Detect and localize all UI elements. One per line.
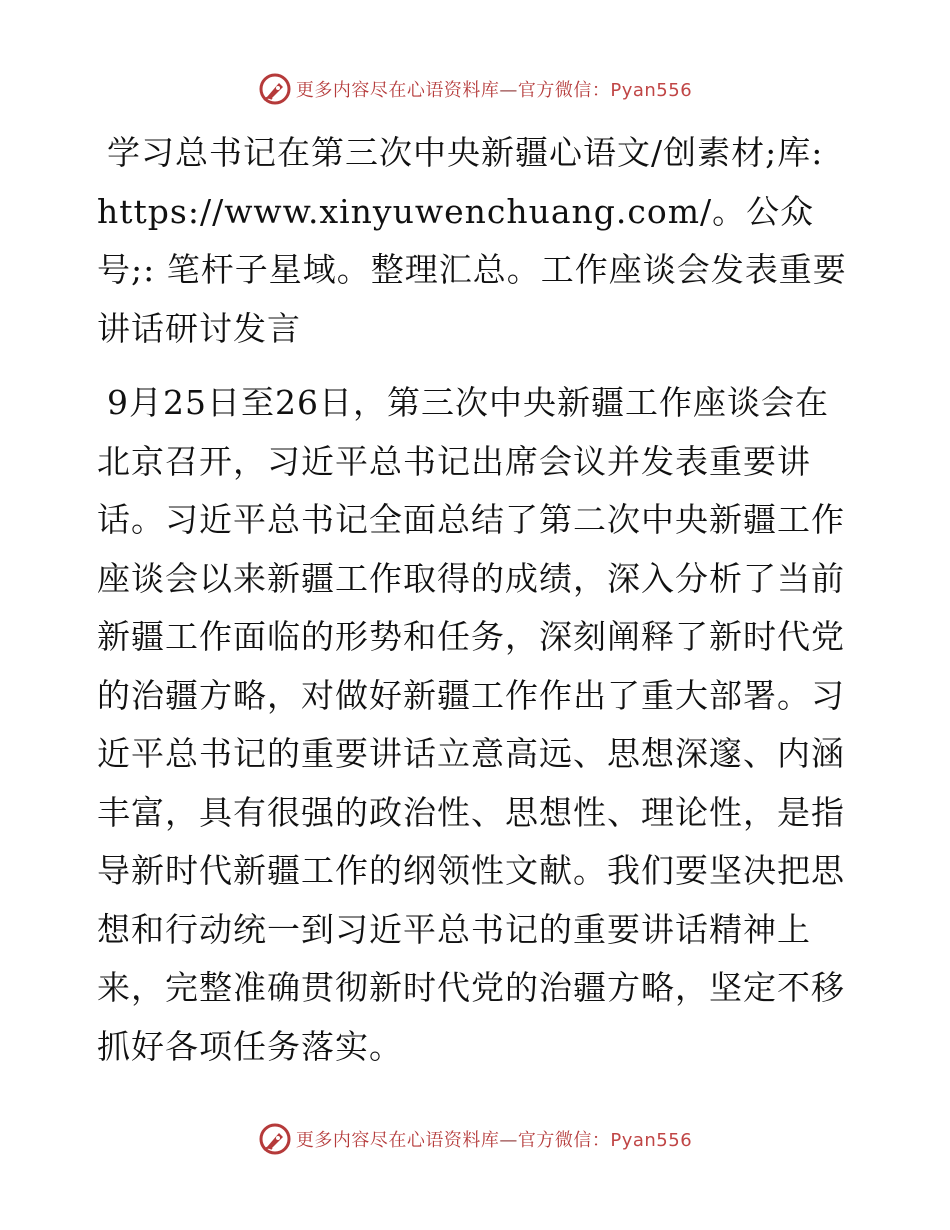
banner-promo: 更多内容尽在心语资料库 — [295, 1130, 500, 1151]
pen-nib-logo-icon — [258, 1122, 292, 1156]
banner-wechat-id: Pyan556 — [610, 1130, 693, 1151]
banner-official: 官方微信： — [517, 1130, 611, 1151]
banner-text — [296, 1126, 692, 1152]
footer-banner — [0, 1122, 950, 1156]
document-paragraph: 9月25日至26日，第三次中央新疆工作座谈会在北京召开，习近平总书记出席会议并发表重要讲话。习近平总书记全面总结了第二次中央新疆工作座谈会以来新疆工作取得的成绩，深入分析了当前新疆工作面临的形势和任务，深刻阐释了新时代党的治疆方略，对做好新疆工作作出了重大部署。习近平总书记的重要讲话立意高远、思想深邃、内涵丰富，具有很强的政治性、思想性、理论性，是指导新时代新疆工作的纲领性文献。我们要坚决把思想和行动统一到习近平总书记的重要讲话精神上来，完整准确贯彻新时代党的治疆方略，坚定不移抓好各项任务落实。 — [97, 383, 845, 1066]
banner-promo: 更多内容尽在心语资料库 — [295, 80, 500, 101]
banner-separator: — — [499, 80, 518, 101]
banner-separator: — — [499, 1130, 518, 1151]
document-body — [97, 124, 857, 1076]
banner-wechat-id: Pyan556 — [610, 80, 693, 101]
banner-official: 官方微信： — [517, 80, 611, 101]
banner-text — [296, 76, 692, 102]
header-banner — [0, 72, 950, 106]
document-title: 学习总书记在第三次中央新疆心语文/创素材;库: https://www.xinyuwenchuang.com/。公众号;: 笔杆子星域。整理汇总。工作座谈会发表重要讲话研讨发言 — [97, 133, 847, 348]
pen-nib-logo-icon — [258, 72, 292, 106]
